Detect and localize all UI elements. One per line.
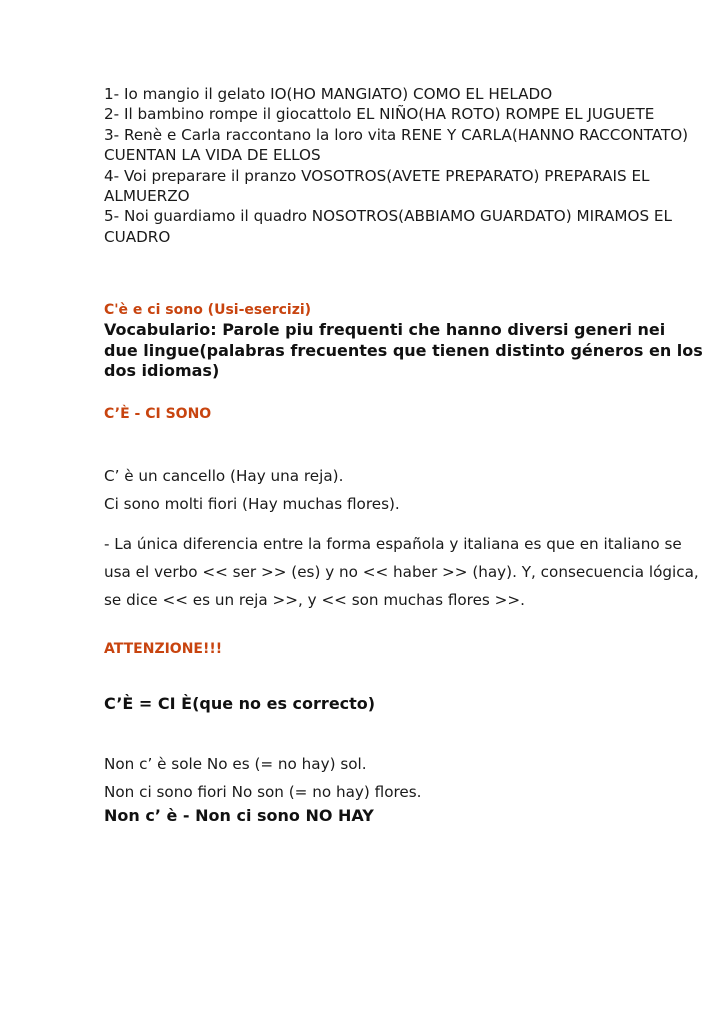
- attention-label: ATTENZIONE!!!: [104, 641, 223, 658]
- exercise-list: [104, 84, 704, 247]
- rule-heading: C’È = CI È(que no es correcto): [104, 694, 376, 714]
- exercise-item-1: 1- Io mangio il gelato IO(HO MANGIATO) COMO EL HELADO: [104, 85, 553, 103]
- example-1: C’ è un cancello (Hay una reja).: [104, 467, 344, 486]
- exercise-item-3: 3- Renè e Carla raccontano la loro vita RENE Y CARLA(HANNO RACCONTATO) CUENTAN LA VIDA DE ELLOS: [104, 125, 689, 165]
- example-2: Ci sono molti fiori (Hay muchas flores).: [104, 495, 400, 514]
- document-page: [104, 84, 704, 826]
- section-title: C'è e ci sono (Usi-esercizi): [104, 302, 312, 319]
- exercise-item-4: 4- Voi preparare il pranzo VOSOTROS(AVETE PREPARATO) PREPARAIS EL ALMUERZO: [104, 166, 650, 206]
- explanation-paragraph: - La única diferencia entre la forma española y italiana es que en italiano se usa el verbo << ser >> (es) y no << haber >> (hay). Y, consecuencia lógica, se dice << es un reja >>, y << son muchas flores >>.: [104, 535, 699, 610]
- negative-example-1: Non c’ è sole No es (= no hay) sol.: [104, 754, 367, 773]
- vocabulary-heading: Vocabulario: Parole piu frequenti che hanno diversi generi nei due lingue(palabras frecuentes que tienen distinto géneros en los dos idiomas): [104, 320, 703, 381]
- exercise-item-5: 5- Noi guardiamo il quadro NOSOTROS(ABBIAMO GUARDATO) MIRAMOS EL CUADRO: [104, 207, 672, 246]
- negative-summary: Non c’ è - Non ci sono NO HAY: [104, 805, 374, 825]
- negative-example-2: Non ci sono fiori No son (= no hay) flores.: [104, 782, 422, 801]
- exercise-item-2: 2- Il bambino rompe il giocattolo EL NIÑO(HA ROTO) ROMPE EL JUGUETE: [104, 105, 655, 124]
- subheading: C’È - CI SONO: [104, 406, 212, 423]
